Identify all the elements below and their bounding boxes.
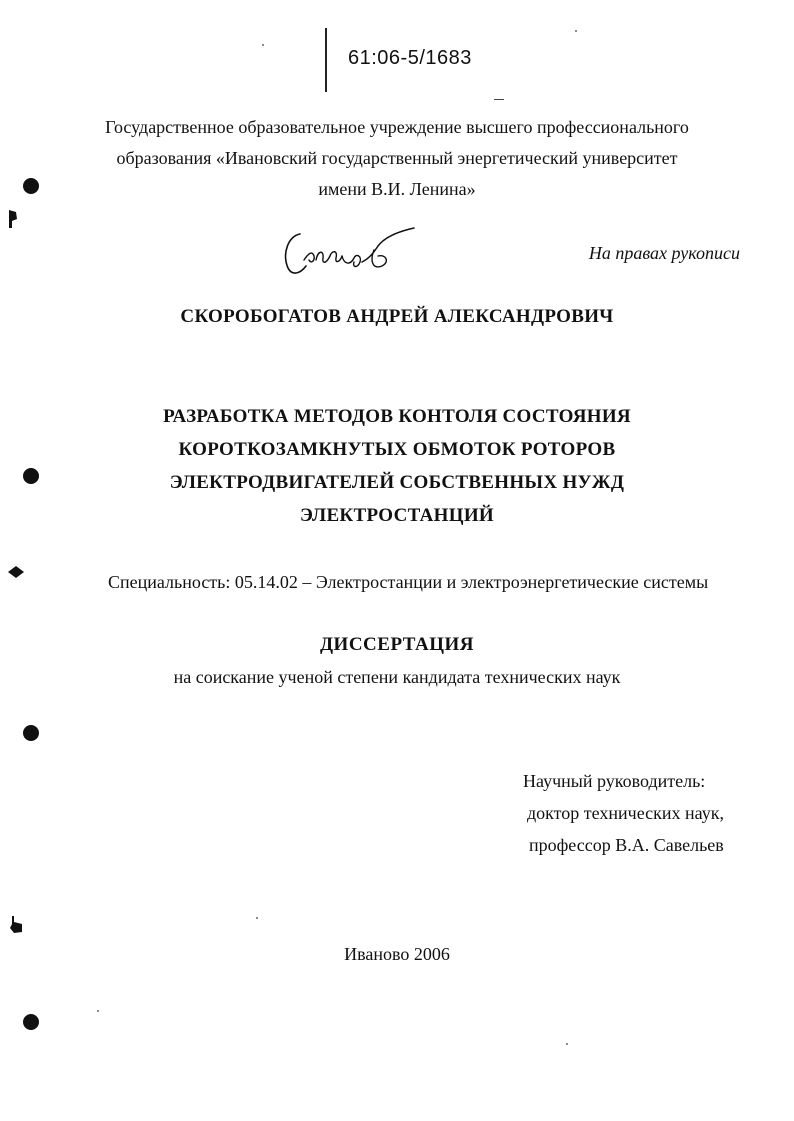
binding-hole-icon [6,914,26,936]
city-year: Иваново 2006 [344,944,450,964]
scan-speck [256,917,258,919]
institution-line-1: Государственное образовательное учреждение высшего профессионального [105,117,689,137]
institution-line-2: образования «Ивановский государственный энергетический университет [116,148,678,168]
degree-line: на соискание ученой степени кандидата технических наук [173,667,621,687]
thesis-title-line-3: ЭЛЕКТРОДВИГАТЕЛЕЙ СОБСТВЕННЫХ НУЖД [169,472,625,493]
thesis-title-line-2: КОРОТКОЗАМКНУТЫХ ОБМОТОК РОТОРОВ [178,439,616,460]
scan-speck [566,1043,568,1045]
scan-speck [575,30,577,32]
scan-speck [262,44,264,46]
margin-rule [325,28,327,92]
document-type: ДИССЕРТАЦИЯ [319,634,475,655]
binding-hole-icon [23,468,39,484]
archive-code: 61:06-5/1683 [348,47,472,69]
binding-hole-icon [6,208,20,230]
binding-hole-icon [23,725,39,741]
supervisor-degree: доктор технических наук, [527,803,724,823]
supervisor-name: профессор В.А. Савельев [529,835,724,855]
scan-speck [97,1010,99,1012]
institution-line-3: имени В.И. Ленина» [318,179,476,199]
thesis-title-line-1: РАЗРАБОТКА МЕТОДОВ КОНТОЛЯ СОСТОЯНИЯ [163,406,631,427]
handwritten-signature-icon [278,220,418,282]
specialty-line: Специальность: 05.14.02 – Электростанции и электроэнергетические системы [108,572,709,592]
manuscript-rights-note: На правах рукописи [588,243,740,263]
stray-mark [494,99,504,100]
binding-hole-icon [6,562,26,582]
supervisor-label: Научный руководитель: [523,771,706,791]
binding-hole-icon [23,1014,39,1030]
thesis-title-line-4: ЭЛЕКТРОСТАНЦИЙ [300,505,494,526]
binding-hole-icon [23,178,39,194]
author-name: СКОРОБОГАТОВ АНДРЕЙ АЛЕКСАНДРОВИЧ [180,306,614,327]
